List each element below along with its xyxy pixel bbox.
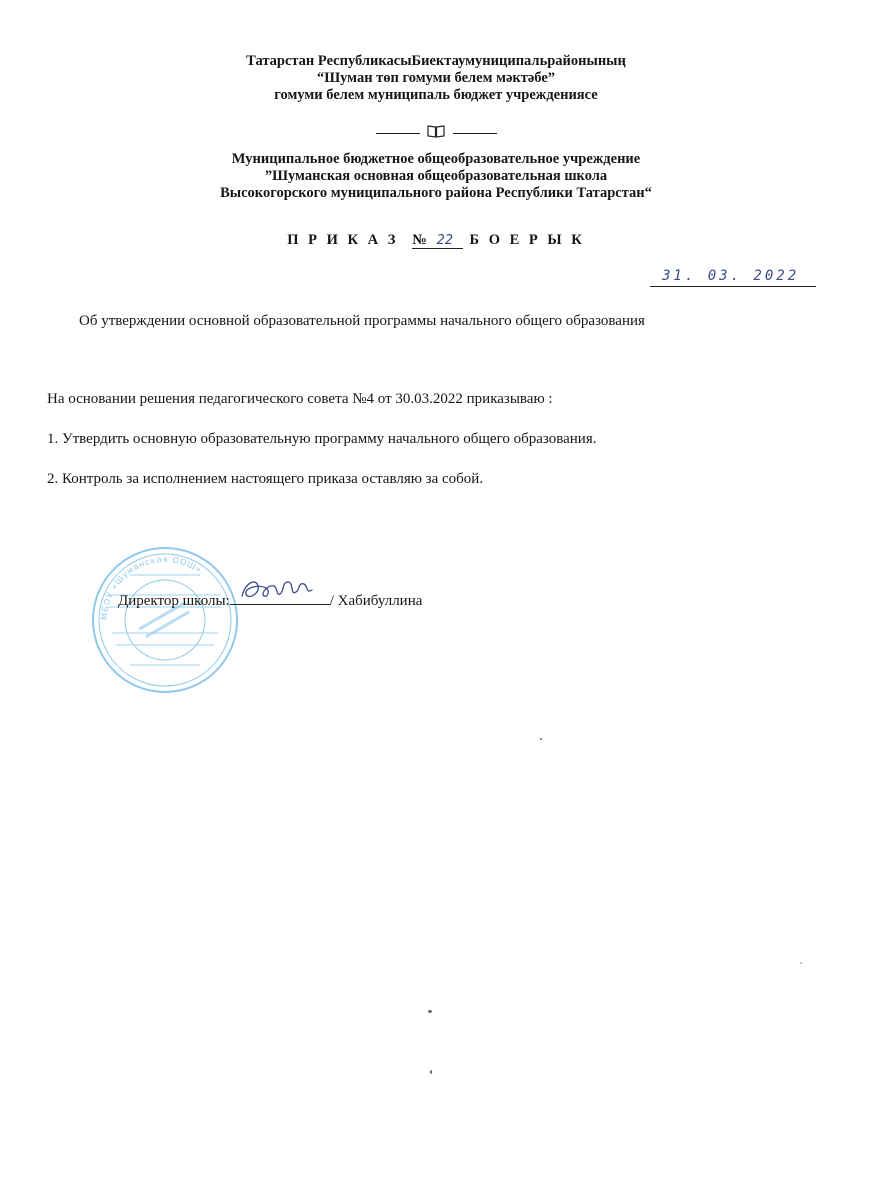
school-stamp [90,545,240,695]
divider-rule-right [453,133,497,134]
tatar-header-line-2: “Шуман төп гомуми белем мәктәбе” [316,70,556,86]
russian-header [0,151,872,202]
signature-label: Директор школы: [118,593,230,609]
tatar-header [0,53,872,104]
tatar-header-line-3: гомуми белем муниципаль бюджет учреждениясе [274,87,598,103]
signature-name: / Хабибуллина [329,593,423,609]
scan-speck [540,738,542,740]
stamp-text: МБОУ «Шуманская ООШ» [99,554,204,621]
order-word-boeryk: Б О Е Р Ы К [469,232,585,248]
scan-speck [800,962,802,964]
order-word-prikaz: П Р И К А З [287,232,399,248]
order-number: 22 [427,233,463,249]
scan-speck [430,1070,432,1074]
russian-header-line-2: ”Шуманская основная общеобразовательная школа [264,168,608,184]
russian-header-line-3: Высокогорского муниципального района Республики Татарстан“ [220,185,652,201]
handwritten-signature [238,574,318,604]
order-item-1: 1. Утвердить основную образовательную программу начального общего образования. [47,431,597,447]
order-title [0,232,872,249]
signature-line [230,590,330,605]
tatar-header-line-1: Татарстан РеспубликасыБиектаумуниципальрайонының [246,53,626,69]
russian-header-line-1: Муниципальное бюджетное общеобразовательное учреждение [231,151,641,167]
divider-rule-left [376,133,420,134]
order-number-prefix: № [412,232,427,248]
order-item-2: 2. Контроль за исполнением настоящего приказа оставляю за собой. [47,471,484,487]
order-basis: На основании решения педагогического совета №4 от 30.03.2022 приказываю : [47,391,553,407]
header-divider [0,124,872,143]
signature-row [118,590,422,610]
order-date: 31. 03. 2022 [650,266,816,287]
order-subject: Об утверждении основной образовательной программы начального общего образования [79,313,645,329]
scan-speck [428,1010,432,1013]
book-icon [427,124,445,143]
